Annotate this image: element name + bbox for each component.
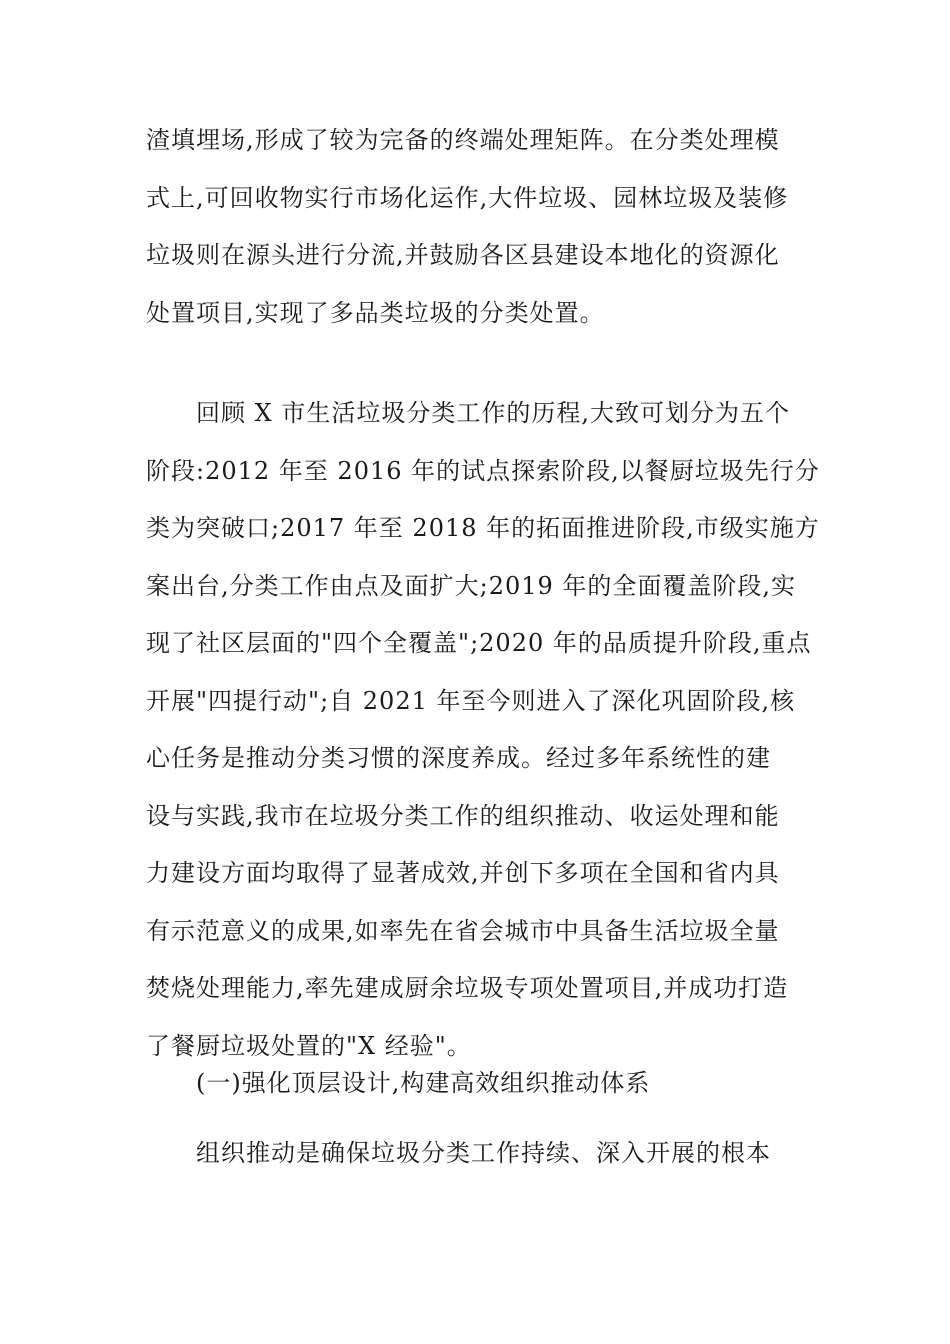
- paragraph-line: 力建设方面均取得了显著成效,并创下多项在全国和省内具: [146, 859, 780, 887]
- paragraph-line: 组织推动是确保垃圾分类工作持续、深入开展的根本: [196, 1139, 771, 1167]
- paragraph-line: 有示范意义的成果,如率先在省会城市中具备生活垃圾全量: [146, 916, 780, 945]
- section-heading: [146, 1055, 806, 1113]
- paragraph-line: 渣填埋场,形成了较为完备的终端处理矩阵。在分类处理模: [146, 126, 780, 154]
- paragraph-line: 式上,可回收物实行市场化运作,大件垃圾、园林垃圾及装修: [146, 183, 789, 212]
- paragraph-terminal-treatment: [146, 112, 806, 342]
- paragraph-line: 案出台,分类工作由点及面扩大;2019 年的全面覆盖阶段,实: [146, 571, 797, 600]
- paragraph-line: 处置项目,实现了多品类垃圾的分类处置。: [146, 298, 605, 327]
- paragraph-line: 焚烧处理能力,率先建成厨余垃圾专项处置项目,并成功打造: [146, 974, 789, 1002]
- paragraph-line: 类为突破口;2017 年至 2018 年的拓面推进阶段,市级实施方: [146, 514, 820, 542]
- section-heading-text: (一)强化顶层设计,构建高效组织推动体系: [196, 1069, 651, 1097]
- paragraph-line: 心任务是推动分类习惯的深度养成。经过多年系统性的建: [146, 744, 771, 772]
- paragraph-line: 回顾 X 市生活垃圾分类工作的历程,大致可划分为五个: [196, 399, 790, 427]
- paragraph-line: 了餐厨垃圾处置的"X 经验"。: [146, 1031, 472, 1060]
- paragraph-line: 设与实践,我市在垃圾分类工作的组织推动、收运处理和能: [146, 801, 780, 830]
- paragraph-line: 阶段:2012 年至 2016 年的试点探索阶段,以餐厨垃圾先行分: [146, 456, 820, 485]
- paragraph-line: 垃圾则在源头进行分流,并鼓励各区县建设本地化的资源化: [146, 241, 780, 269]
- paragraph-line: 现了社区层面的"四个全覆盖";2020 年的品质提升阶段,重点: [146, 629, 812, 657]
- paragraph-organization: [146, 1125, 806, 1183]
- paragraph-history-review: [146, 385, 820, 1075]
- paragraph-line: 开展"四提行动";自 2021 年至今则进入了深化巩固阶段,核: [146, 686, 796, 715]
